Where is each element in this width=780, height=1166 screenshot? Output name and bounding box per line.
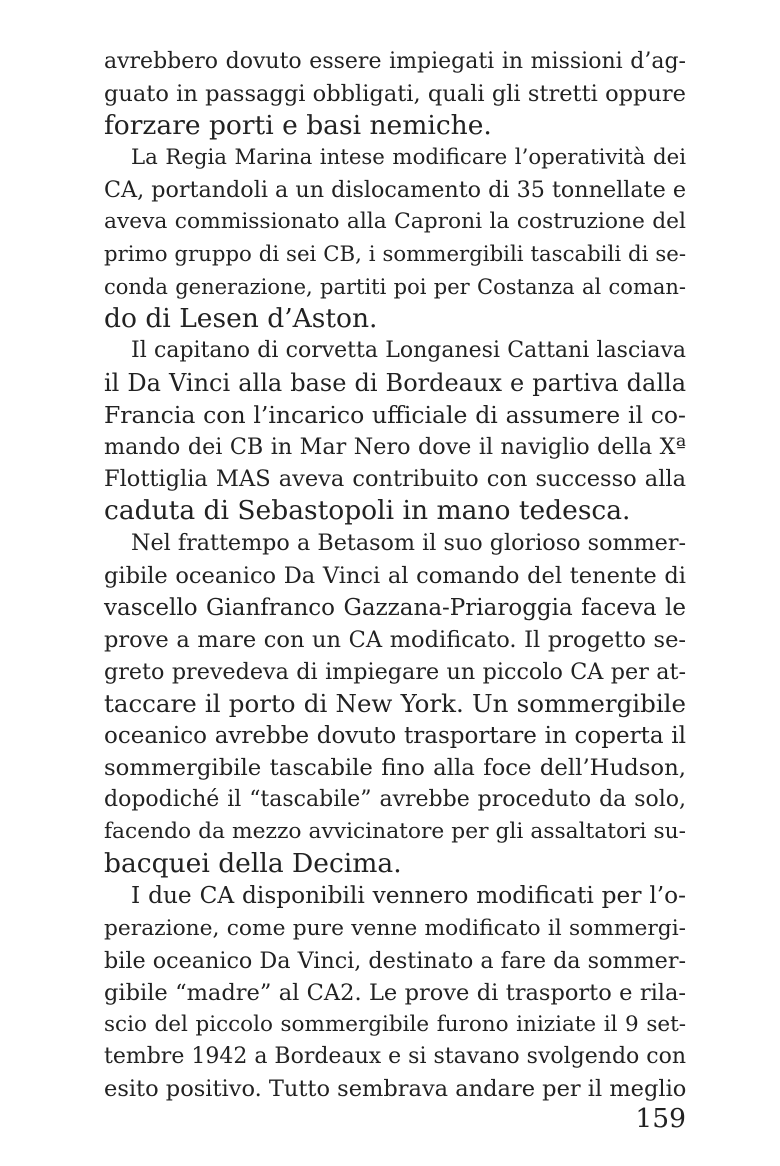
text-line: facendo da mezzo avvicinatore per gli assaltatori su- [104, 819, 686, 845]
text-line: prove a mare con un CA modificato. Il progetto se- [104, 626, 686, 653]
text-line: bile oceanico Da Vinci, destinato a fare da sommer- [104, 947, 686, 974]
text-line: caduta di Sebastopoli in mano tedesca. [104, 495, 631, 527]
text-line: guato in passaggi obbligati, quali gli stretti oppure [104, 81, 686, 108]
text-line: il Da Vinci alla base di Bordeaux e partiva dalla [104, 368, 686, 397]
text-line: CA, portandoli a un dislocamento di 35 tonnellate e [104, 177, 686, 204]
body-text [104, 46, 686, 1105]
text-line: avrebbero dovuto essere impiegati in missioni d’ag- [104, 49, 686, 74]
text-line: greto prevedeva di impiegare un piccolo CA per at- [104, 658, 686, 685]
paragraph-3 [104, 335, 686, 528]
text-line: Nel frattempo a Betasom il suo glorioso sommer- [131, 530, 686, 557]
text-line: perazione, come pure venne modificato il sommergi- [104, 915, 686, 941]
text-line: Flottiglia MAS aveva contribuito con successo alla [104, 466, 686, 493]
text-line: vascello Gianfranco Gazzana-Priaroggia faceva le [104, 594, 686, 621]
paragraph-2 [104, 142, 686, 335]
text-line: conda generazione, partiti poi per Costanza al coman- [104, 274, 686, 299]
text-line: oceanico avrebbe dovuto trasportare in coperta il [104, 722, 686, 749]
text-line: gibile “madre” al CA2. Le prove di trasporto e rila- [104, 979, 686, 1006]
text-line: dopodiché il “tascabile” avrebbe proceduto da solo, [104, 787, 686, 813]
page-number: 159 [635, 1103, 686, 1134]
text-line: bacquei della Decima. [104, 848, 402, 880]
paragraph-5 [104, 880, 686, 1105]
text-line: aveva commissionato alla Caproni la costruzione del [104, 209, 686, 235]
text-line: forzare porti e basi nemiche. [104, 110, 492, 142]
text-line: I due CA disponibili vennero modificati per l’o- [131, 882, 686, 910]
text-line: tembre 1942 a Bordeaux e si stavano svolgendo con [104, 1043, 687, 1069]
text-line: Il capitano di corvetta Longanesi Cattani lasciava [131, 337, 686, 363]
text-line: taccare il porto di New York. Un sommergibile [104, 688, 686, 718]
text-line: esito positivo. Tutto sembrava andare per il meglio [104, 1076, 687, 1102]
text-line: La Regia Marina intese modificare l’operatività dei [131, 145, 686, 171]
text-line: Francia con l’incarico ufficiale di assumere il co- [104, 401, 686, 430]
text-line: do di Lesen d’Aston. [104, 302, 378, 334]
text-line: primo gruppo di sei CB, i sommergibili tascabili di se- [104, 241, 686, 267]
text-line: gibile oceanico Da Vinci al comando del tenente di [104, 562, 686, 589]
paragraph-4 [104, 527, 686, 880]
text-line: sommergibile tascabile fino alla foce dell’Hudson, [104, 755, 686, 782]
text-line: mando dei CB in Mar Nero dove il naviglio della Xª [104, 434, 686, 461]
text-line: scio del piccolo sommergibile furono iniziate il 9 set- [104, 1011, 686, 1037]
paragraph-1 [104, 46, 686, 142]
